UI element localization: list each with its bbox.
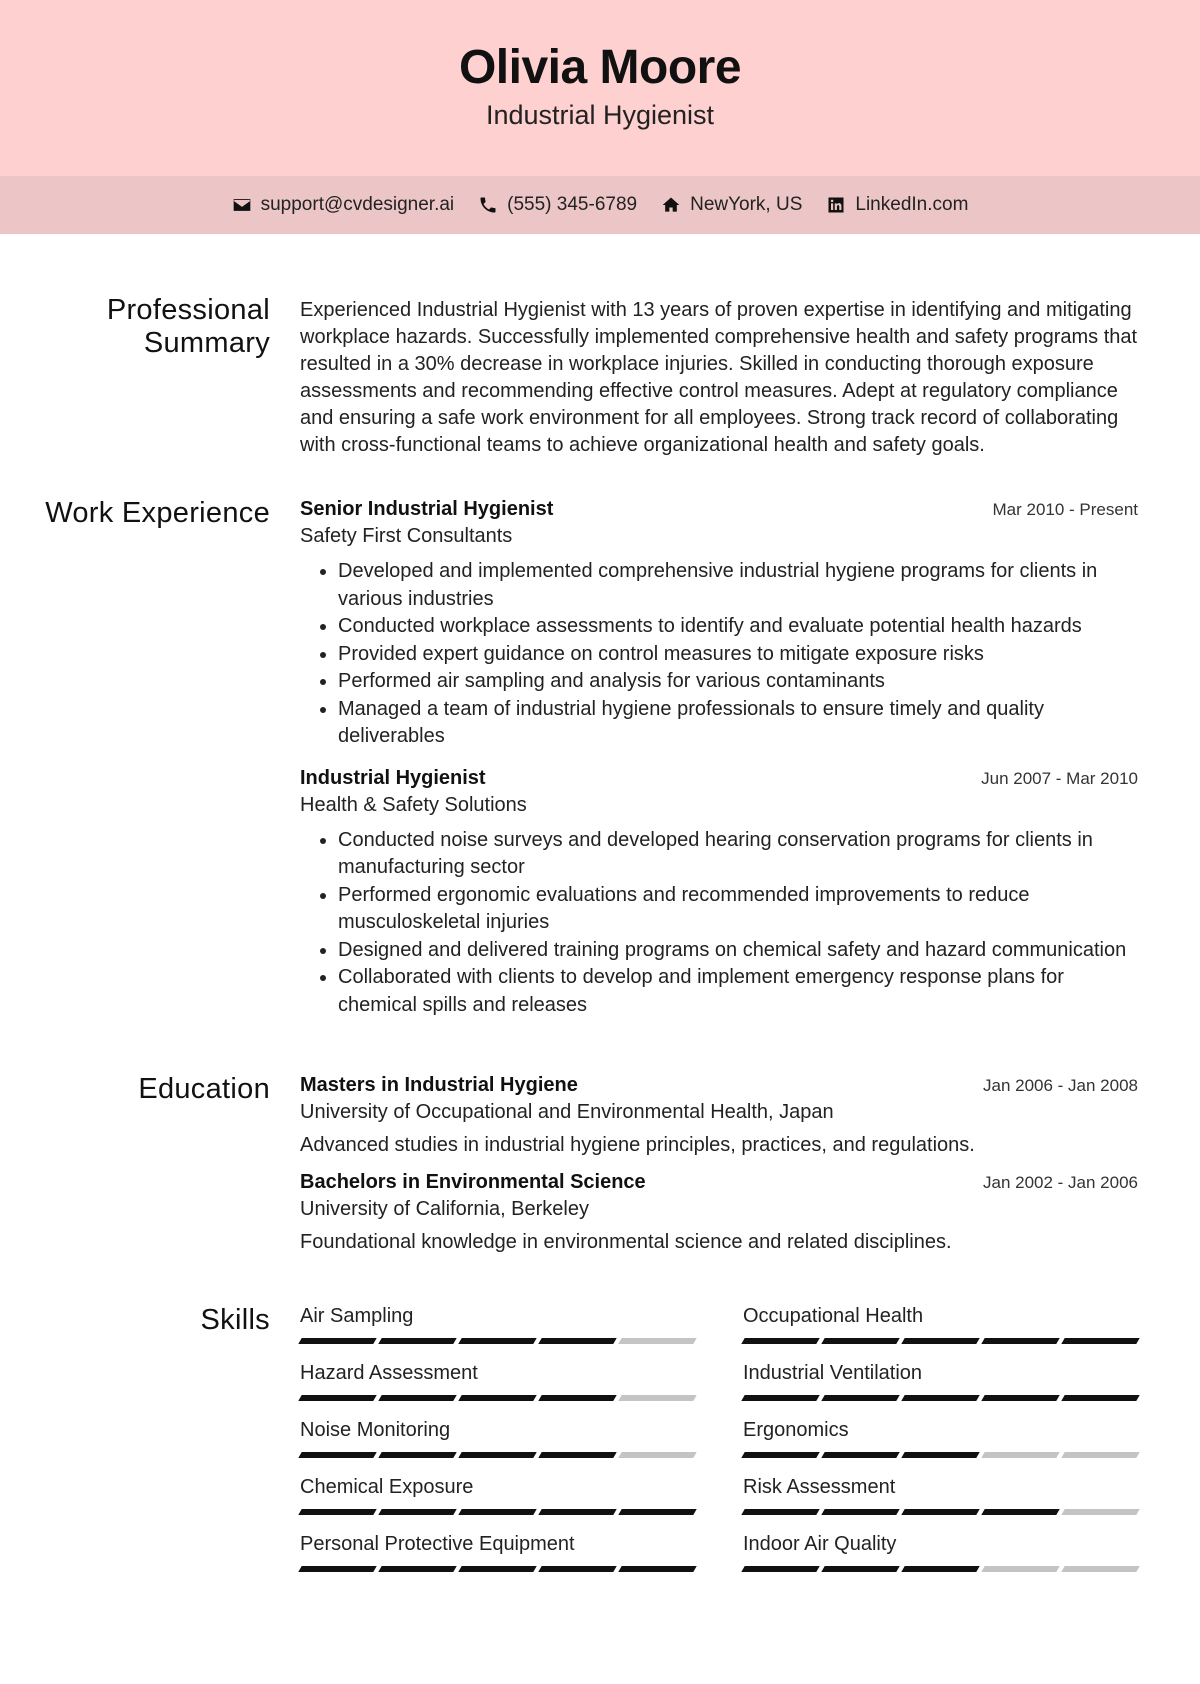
skill-level-empty — [618, 1395, 696, 1401]
work-entry — [300, 498, 1138, 751]
contact-email-text: support@cvdesigner.ai — [260, 194, 455, 215]
contact-location-text: NewYork, US — [690, 194, 803, 215]
contact-linkedin-text: LinkedIn.com — [855, 194, 969, 215]
bullet-item: • Performed ergonomic evaluations and recommended improvements to reduce musculoskeletal injuries — [338, 882, 1138, 937]
skill-level-empty — [981, 1452, 1059, 1458]
linkedin-icon — [826, 195, 846, 215]
skill-level-filled — [458, 1395, 536, 1401]
skill-name: Air Sampling — [300, 1305, 414, 1327]
job-date: Jun 2007 - Mar 2010 — [981, 768, 1138, 788]
skill-level-filled — [981, 1509, 1059, 1515]
education-entry — [300, 1171, 1138, 1254]
skill-level-filled — [821, 1509, 899, 1515]
skills-section — [0, 1304, 1200, 1590]
skill-level-filled — [378, 1338, 456, 1344]
job-company: Health & Safety Solutions — [300, 793, 527, 816]
skill-item — [743, 1305, 1138, 1362]
skill-level-empty — [618, 1452, 696, 1458]
skill-level-filled — [298, 1395, 376, 1401]
school-name: University of Occupational and Environmental Health, Japan — [300, 1101, 834, 1123]
job-title: Industrial Hygienist — [300, 766, 486, 789]
bullet-item: • Designed and delivered training programs on chemical safety and hazard communication — [338, 937, 1138, 965]
summary-text: Experienced Industrial Hygienist with 13 years of proven expertise in identifying and mitigating workplace hazards. Successfully implemented comprehensive health and safety programs that resulted in a 30% decrease in workplace injuries. Skilled in conducting thorough exposure assessments and recommending effective control measures. Adept at regulatory compliance and ensuring a safe work environment for all employees. Strong track record of collaborating with cross-functional teams to achieve organizational health and safety goals. — [300, 299, 1138, 456]
skill-name: Personal Protective Equipment — [300, 1533, 575, 1555]
degree-title: Bachelors in Environmental Science — [300, 1171, 646, 1193]
skill-item — [743, 1419, 1138, 1476]
contact-linkedin[interactable] — [826, 194, 968, 216]
skill-level-filled — [298, 1338, 376, 1344]
skill-level-filled — [741, 1566, 819, 1572]
skill-level-filled — [981, 1338, 1059, 1344]
job-company: Safety First Consultants — [300, 525, 513, 547]
skill-name: Risk Assessment — [743, 1476, 896, 1498]
skill-level-bar — [743, 1566, 1138, 1572]
skill-level-filled — [741, 1338, 819, 1344]
work-section — [0, 497, 1200, 1019]
summary-section — [0, 294, 1200, 459]
summary-heading-text: Professional Summary — [106, 294, 270, 359]
skill-level-filled — [298, 1509, 376, 1515]
degree-title: Masters in Industrial Hygiene — [300, 1074, 578, 1096]
job-bullets — [300, 558, 1138, 751]
degree-description: Foundational knowledge in environmental science and related disciplines. — [300, 1231, 952, 1253]
skills-heading-text: Skills — [200, 1304, 270, 1336]
skill-name: Indoor Air Quality — [743, 1533, 897, 1555]
degree-date: Jan 2002 - Jan 2006 — [982, 1173, 1138, 1192]
work-entry — [300, 767, 1138, 1020]
home-icon — [661, 195, 681, 215]
skill-level-filled — [618, 1509, 696, 1515]
skill-level-bar — [300, 1566, 695, 1572]
skill-item — [300, 1533, 695, 1590]
job-title: Senior Industrial Hygienist — [300, 498, 554, 520]
skill-level-filled — [458, 1452, 536, 1458]
degree-date: Jan 2006 - Jan 2008 — [982, 1076, 1138, 1095]
skill-level-empty — [618, 1338, 696, 1344]
skill-level-filled — [741, 1509, 819, 1515]
skill-level-filled — [378, 1509, 456, 1515]
skill-item — [300, 1419, 695, 1476]
skill-level-filled — [298, 1566, 376, 1572]
skill-level-filled — [821, 1338, 899, 1344]
skill-level-filled — [821, 1395, 899, 1401]
skill-level-bar — [300, 1509, 695, 1515]
contact-location — [661, 194, 802, 216]
skill-level-bar — [300, 1338, 695, 1344]
skill-level-bar — [743, 1452, 1138, 1458]
skill-level-filled — [901, 1452, 979, 1458]
skill-level-filled — [538, 1566, 616, 1572]
contact-phone[interactable] — [478, 194, 637, 216]
skill-level-empty — [1061, 1566, 1139, 1572]
skill-item — [300, 1362, 695, 1419]
skill-level-filled — [1061, 1395, 1139, 1401]
skill-level-filled — [901, 1338, 979, 1344]
skill-level-filled — [298, 1452, 376, 1458]
contact-phone-text: (555) 345-6789 — [507, 194, 638, 215]
skill-item — [300, 1305, 695, 1362]
skill-level-filled — [538, 1452, 616, 1458]
skill-level-filled — [821, 1452, 899, 1458]
skill-name: Hazard Assessment — [300, 1362, 478, 1384]
skill-level-bar — [743, 1509, 1138, 1515]
skill-level-filled — [378, 1395, 456, 1401]
bullet-item: • Conducted workplace assessments to identify and evaluate potential health hazards — [338, 613, 1138, 641]
skill-level-filled — [901, 1395, 979, 1401]
skill-level-filled — [458, 1566, 536, 1572]
bullet-item: • Provided expert guidance on control measures to mitigate exposure risks — [338, 641, 1138, 669]
contact-bar — [0, 176, 1200, 234]
skill-level-filled — [378, 1566, 456, 1572]
work-heading — [0, 497, 270, 1019]
skill-level-filled — [901, 1509, 979, 1515]
skill-level-filled — [821, 1566, 899, 1572]
education-entry — [300, 1074, 1138, 1157]
skill-name: Chemical Exposure — [300, 1476, 474, 1498]
bullet-item: • Collaborated with clients to develop and implement emergency response plans for chemical spills and releases — [338, 964, 1138, 1019]
skill-level-filled — [458, 1338, 536, 1344]
envelope-icon — [232, 195, 252, 215]
skill-level-empty — [981, 1566, 1059, 1572]
education-section — [0, 1073, 1200, 1254]
skill-name: Ergonomics — [743, 1419, 849, 1441]
skill-level-filled — [538, 1509, 616, 1515]
bullet-item: • Managed a team of industrial hygiene professionals to ensure timely and quality deliverables — [338, 696, 1138, 751]
skills-heading — [0, 1304, 270, 1590]
skill-name: Industrial Ventilation — [743, 1362, 923, 1384]
skill-level-bar — [300, 1452, 695, 1458]
skill-name: Noise Monitoring — [300, 1419, 451, 1441]
skill-level-filled — [458, 1509, 536, 1515]
education-heading — [0, 1073, 270, 1254]
bullet-item: • Conducted noise surveys and developed hearing conservation programs for clients in manufacturing sector — [338, 827, 1138, 882]
summary-heading — [0, 294, 270, 459]
skill-item — [300, 1476, 695, 1533]
work-heading-text: Work Experience — [45, 497, 270, 529]
bullet-item: • Developed and implemented comprehensive industrial hygiene programs for clients in various industries — [338, 558, 1138, 613]
skill-level-filled — [618, 1566, 696, 1572]
candidate-name: Olivia Moore — [458, 41, 742, 94]
bullet-item: • Performed air sampling and analysis for various contaminants — [338, 668, 1138, 696]
skill-level-filled — [538, 1338, 616, 1344]
skill-level-filled — [378, 1452, 456, 1458]
skill-level-filled — [741, 1452, 819, 1458]
job-bullets — [300, 827, 1138, 1020]
skill-level-empty — [1061, 1509, 1139, 1515]
job-date: Mar 2010 - Present — [992, 500, 1138, 519]
skill-name: Occupational Health — [743, 1305, 924, 1327]
skill-item — [743, 1476, 1138, 1533]
skill-level-bar — [300, 1395, 695, 1401]
candidate-title: Industrial Hygienist — [485, 100, 715, 130]
degree-description: Advanced studies in industrial hygiene principles, practices, and regulations. — [300, 1134, 975, 1156]
skill-level-filled — [901, 1566, 979, 1572]
skill-level-filled — [741, 1395, 819, 1401]
phone-icon — [478, 195, 498, 215]
contact-email[interactable] — [232, 194, 455, 216]
skill-item — [743, 1362, 1138, 1419]
education-heading-text: Education — [138, 1073, 270, 1105]
skill-level-filled — [538, 1395, 616, 1401]
skill-level-bar — [743, 1338, 1138, 1344]
skills-grid — [300, 1305, 1138, 1590]
school-name: University of California, Berkeley — [300, 1198, 589, 1220]
skill-item — [743, 1533, 1138, 1590]
skill-level-empty — [1061, 1452, 1139, 1458]
skill-level-filled — [1061, 1338, 1139, 1344]
skill-level-filled — [981, 1395, 1059, 1401]
skill-level-bar — [743, 1395, 1138, 1401]
resume-header — [0, 0, 1200, 176]
